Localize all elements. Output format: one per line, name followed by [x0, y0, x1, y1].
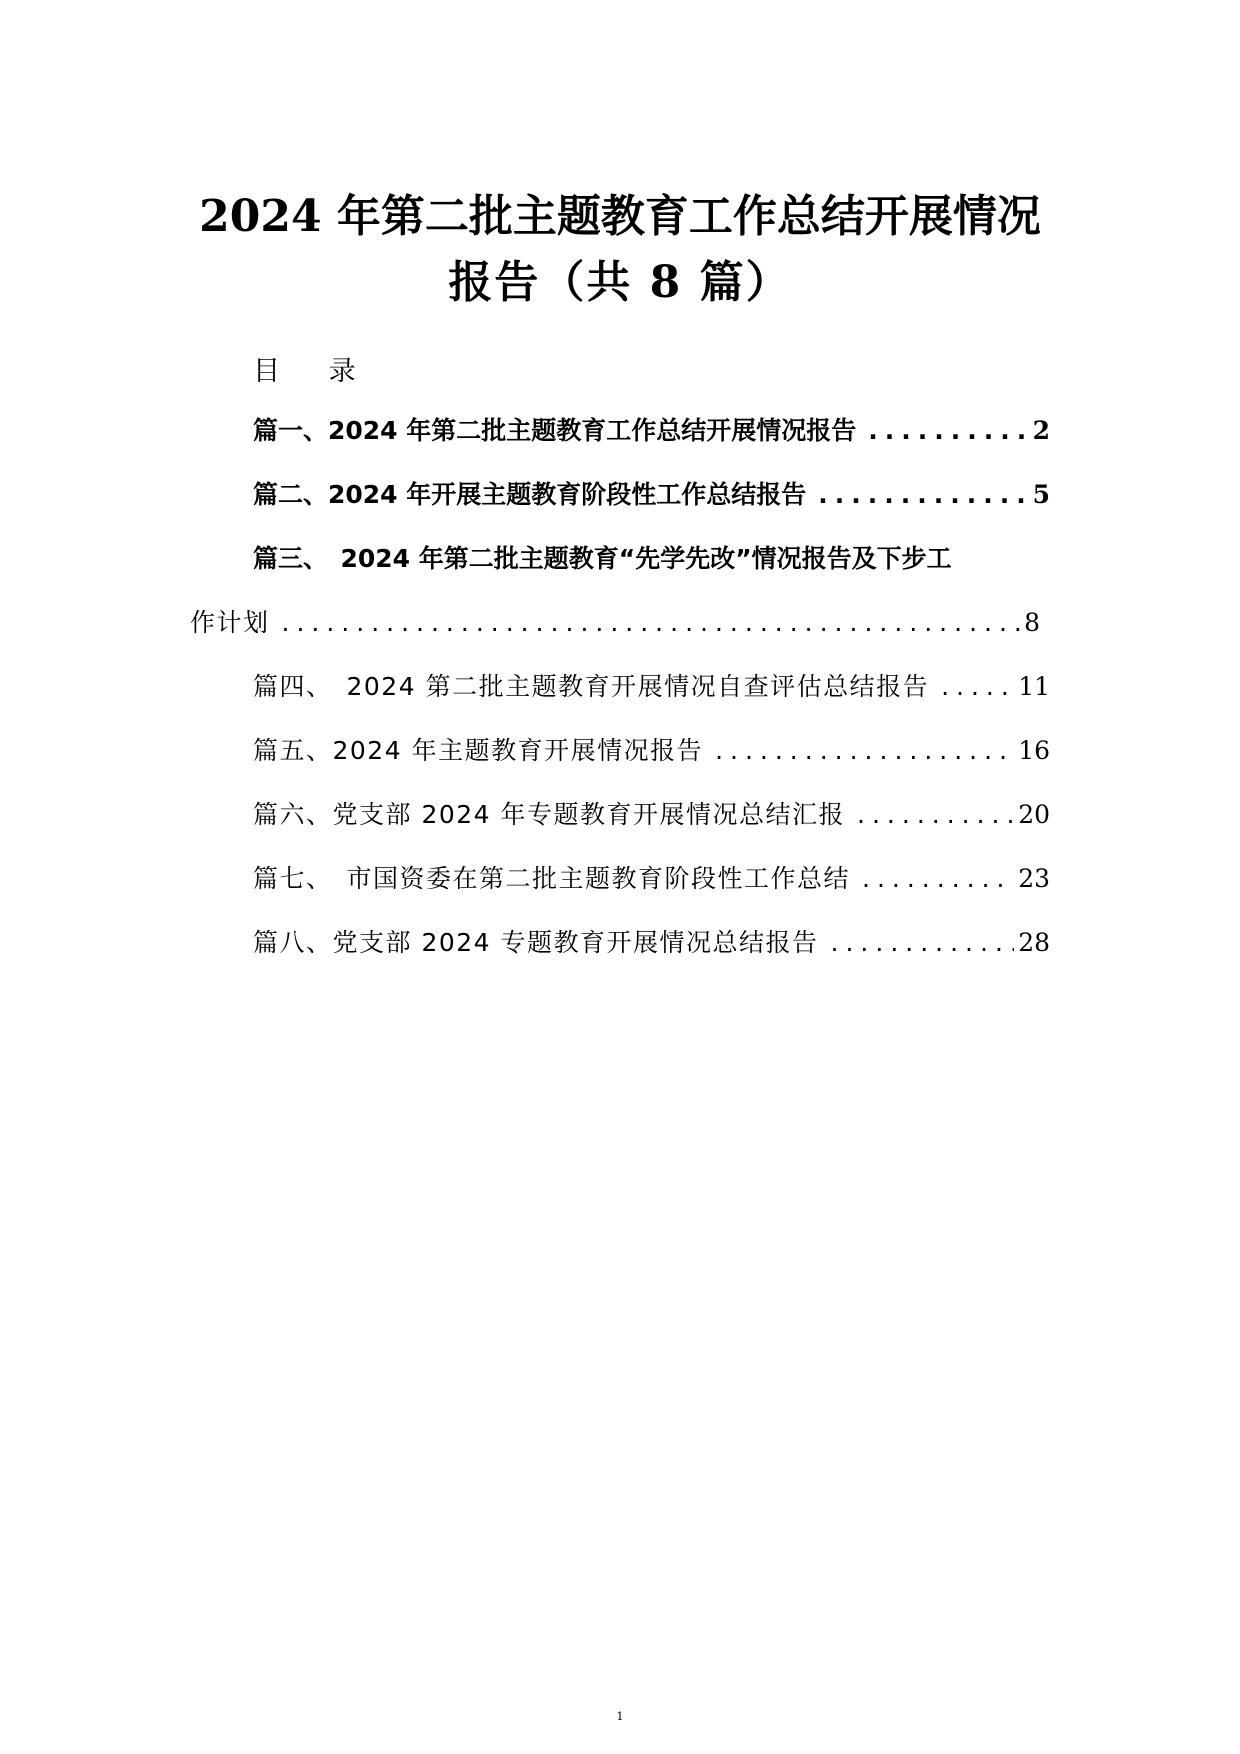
toc-entry-4[interactable] — [253, 669, 1050, 705]
toc-leader-dots — [856, 413, 1028, 449]
toc-entry-page: 28 — [1018, 928, 1050, 957]
toc-entry-5[interactable] — [253, 733, 1050, 769]
toc-leader-dots — [806, 477, 1028, 513]
toc-entry-label: 篇六、党支部 2024 年专题教育开展情况总结汇报 — [253, 800, 846, 829]
page-number: 1 — [616, 1710, 624, 1723]
toc-entry-page: 23 — [1018, 864, 1050, 893]
toc-entry-8[interactable] — [253, 925, 1050, 961]
toc-entry-label: 篇七、 市国资委在第二批主题教育阶段性工作总结 — [253, 864, 851, 893]
toc-entry-label: 篇三、 2024 年第二批主题教育“先学先改”情况报告及下步工 — [253, 544, 952, 573]
toc-entry-label: 篇二、2024 年开展主题教育阶段性工作总结报告 — [253, 480, 807, 509]
toc-entry-3[interactable] — [253, 541, 1053, 577]
toc-entry-1[interactable] — [253, 413, 1050, 449]
toc-entry-page: 20 — [1018, 800, 1050, 829]
toc-entry-2[interactable] — [253, 477, 1050, 513]
toc-heading: 目 录 — [253, 356, 376, 387]
toc-leader-dots — [703, 733, 1014, 769]
toc-entry-page: 11 — [1018, 672, 1050, 701]
toc-leader-dots — [270, 605, 1021, 641]
toc-leader-dots — [850, 861, 1014, 897]
document-title-line1: 2024 年第二批主题教育工作总结开展情况 — [199, 191, 1041, 242]
toc-entry-page: 16 — [1018, 736, 1050, 765]
toc-entry-7[interactable] — [253, 861, 1050, 897]
toc-entry-page: 8 — [1024, 608, 1040, 637]
toc-leader-dots — [929, 669, 1014, 705]
toc-entry-label: 篇四、 2024 第二批主题教育开展情况自查评估总结报告 — [253, 672, 930, 701]
toc-entry-label-continued: 作计划 — [190, 608, 270, 637]
toc-entry-6[interactable] — [253, 797, 1050, 833]
toc-entry-3-continued[interactable] — [190, 605, 1040, 641]
toc-entry-page: 2 — [1032, 416, 1050, 445]
document-title-line2: 报告（共 8 篇） — [448, 257, 792, 308]
toc-leader-dots — [819, 925, 1015, 961]
toc-entry-label: 篇一、2024 年第二批主题教育工作总结开展情况报告 — [253, 416, 857, 445]
toc-leader-dots — [845, 797, 1014, 833]
toc-entry-label: 篇八、党支部 2024 专题教育开展情况总结报告 — [253, 928, 819, 957]
toc-entry-label: 篇五、2024 年主题教育开展情况报告 — [253, 736, 704, 765]
toc-entry-page: 5 — [1032, 480, 1050, 509]
